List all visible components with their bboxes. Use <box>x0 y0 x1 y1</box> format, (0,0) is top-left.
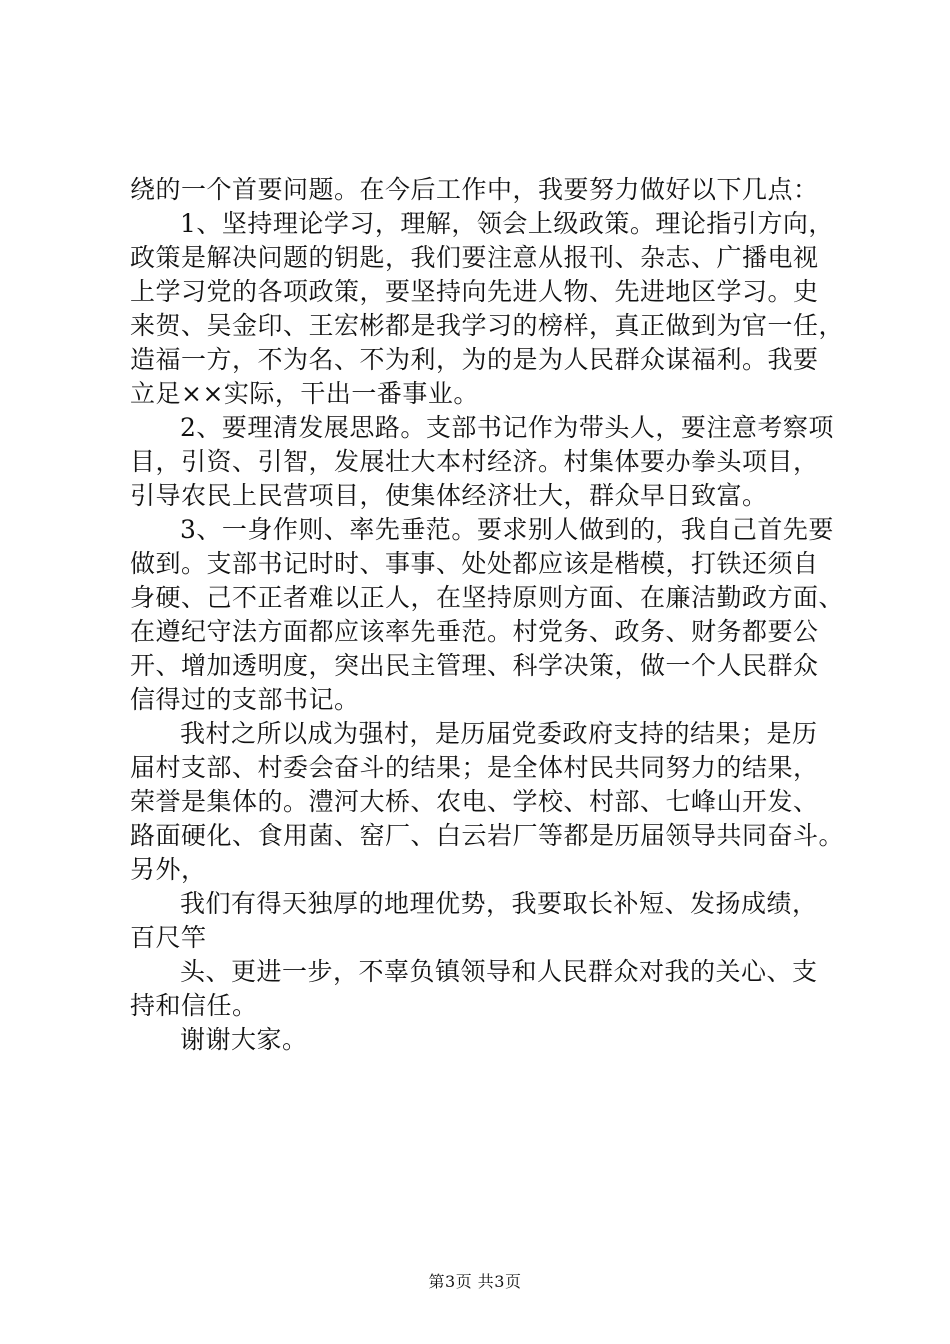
text-line: 我村之所以成为强村，是历届党委政府支持的结果；是历 <box>180 719 818 748</box>
text-line: 上学习党的各项政策，要坚持向先进人物、先进地区学习。史 <box>130 277 819 306</box>
text-line: 目，引资、引智，发展壮大本村经济。村集体要办拳头项目， <box>130 447 819 476</box>
text-line: 头、更进一步，不辜负镇领导和人民群众对我的关心、支 <box>180 957 818 986</box>
text-line: 信得过的支部书记。 <box>130 685 360 714</box>
text-line: 荣誉是集体的。澧河大桥、农电、学校、村部、七峰山开发、 <box>130 787 819 816</box>
text-line: 3、一身作则、率先垂范。要求别人做到的，我自己首先要 <box>180 515 834 544</box>
document-body <box>130 173 860 1057</box>
text-line: 引导农民上民营项目，使集体经济壮大，群众早日致富。 <box>130 481 768 510</box>
text-line: 我们有得天独厚的地理优势，我要取长补短、发扬成绩， <box>180 889 818 918</box>
text-line: 开、增加透明度，突出民主管理、科学决策，做一个人民群众 <box>130 651 819 680</box>
text-line: 路面硬化、食用菌、窑厂、白云岩厂等都是历届领导共同奋斗。 <box>130 821 845 850</box>
text-line: 持和信任。 <box>130 991 258 1020</box>
text-line: 政策是解决问题的钥匙，我们要注意从报刊、杂志、广播电视 <box>130 243 819 272</box>
text-line: 来贺、吴金印、王宏彬都是我学习的榜样，真正做到为官一任， <box>130 311 845 340</box>
text-line: 做到。支部书记时时、事事、处处都应该是楷模，打铁还须自 <box>130 549 819 578</box>
text-line: 1、坚持理论学习，理解，领会上级政策。理论指引方向， <box>180 209 834 238</box>
text-line: 2、要理清发展思路。支部书记作为带头人，要注意考察项 <box>180 413 834 442</box>
text-line: 谢谢大家。 <box>180 1025 308 1054</box>
page-footer <box>0 1272 950 1292</box>
page-number: 第3页 共3页 <box>428 1272 522 1291</box>
text-line: 在遵纪守法方面都应该率先垂范。村党务、政务、财务都要公 <box>130 617 819 646</box>
text-line: 绕的一个首要问题。在今后工作中，我要努力做好以下几点： <box>130 175 819 204</box>
text-line: 身硬、己不正者难以正人，在坚持原则方面、在廉洁勤政方面、 <box>130 583 845 612</box>
text-line: 造福一方，不为名、不为利，为的是为人民群众谋福利。我要 <box>130 345 819 374</box>
text-line: 百尺竿 <box>130 923 207 952</box>
text-line: 另外， <box>130 855 207 884</box>
text-line: 立足××实际，干出一番事业。 <box>130 379 479 408</box>
text-line: 届村支部、村委会奋斗的结果；是全体村民共同努力的结果， <box>130 753 819 782</box>
